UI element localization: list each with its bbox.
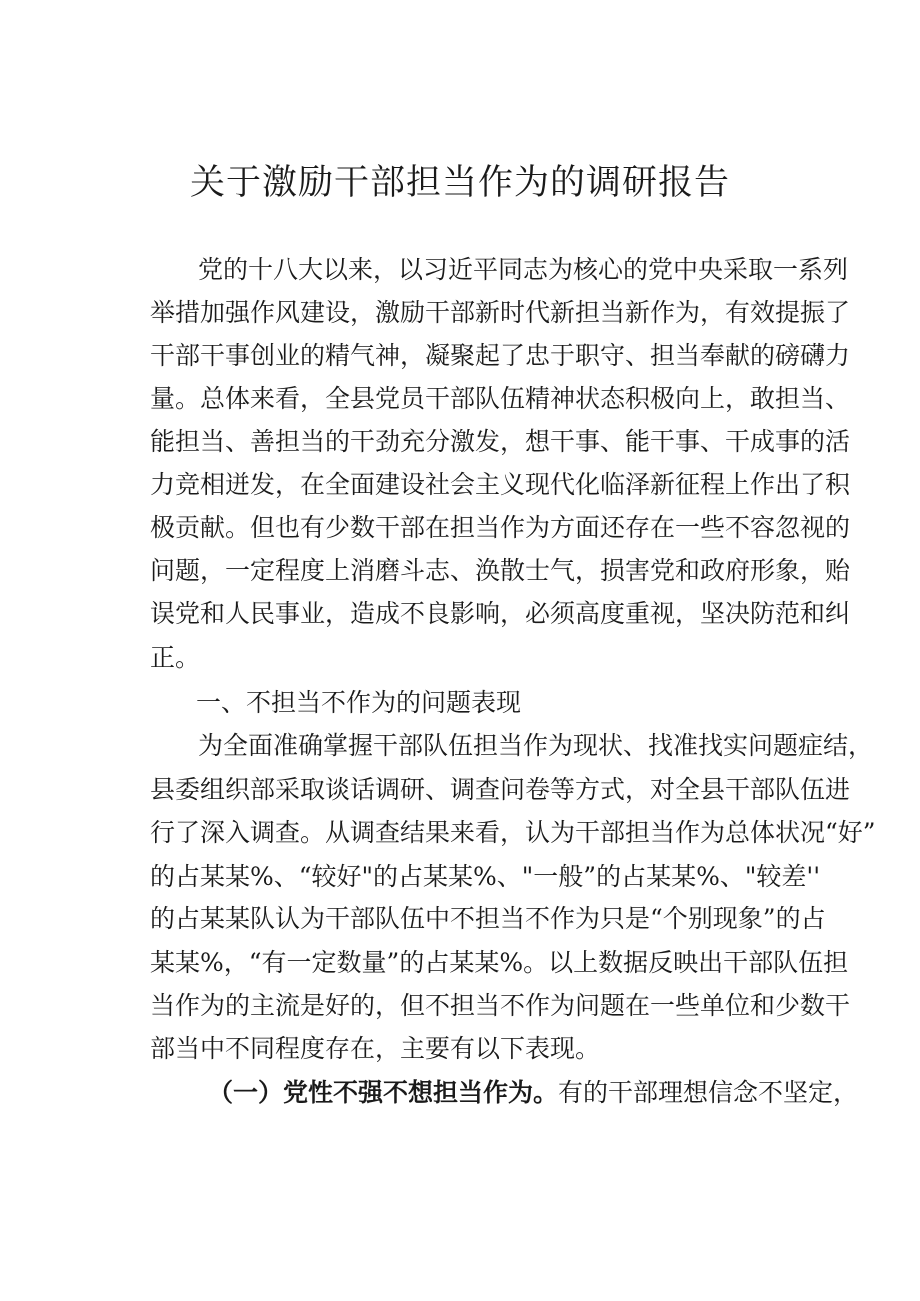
subsection-paragraph [208, 1076, 859, 1110]
paragraph-line: 县委组织部采取谈话调研、调查问卷等方式，对全县干部队伍进 [150, 775, 851, 804]
paragraph-line: 某某%，“有一定数量”的占某某%。以上数据反映出干部队伍担 [150, 948, 849, 977]
paragraph-line: 部当中不同程度存在，主要有以下表现。 [150, 1034, 601, 1063]
paragraph-line: 的占某某队认为干部队伍中不担当不作为只是“个别现象”的占 [150, 904, 826, 933]
section-heading: 一、不担当不作为的问题表现 [196, 688, 522, 717]
paragraph-line: 能担当、善担当的干劲充分激发，想干事、能干事、干成事的活 [150, 427, 851, 456]
subsection-heading: （一）党性不强不想担当作为。 [208, 1078, 559, 1107]
paragraph-line: 正。 [150, 643, 201, 672]
paragraph-line: 干部干事创业的精气神，凝聚起了忠于职守、担当奉献的磅礴力 [150, 341, 851, 370]
paragraph-line: 量。总体来看，全县党员干部队伍精神状态积极向上，敢担当、 [150, 384, 851, 413]
subsection-text: 有的干部理想信念不坚定， [558, 1078, 859, 1107]
paragraph-line: 极贡献。但也有少数干部在担当作为方面还存在一些不容忽视的 [150, 513, 851, 542]
paragraph-line: 行了深入调查。从调查结果来看，认为干部担当作为总体状况“好” [150, 818, 876, 847]
paragraph-line: 党的十八大以来，以习近平同志为核心的党中央采取一系列 [198, 255, 849, 284]
paragraph-line: 问题，一定程度上消磨斗志、涣散士气，损害党和政府形象，贻 [150, 556, 851, 585]
paragraph-line: 力竞相迸发，在全面建设社会主义现代化临泽新征程上作出了积 [150, 470, 851, 499]
document-title: 关于激励干部担当作为的调研报告 [189, 163, 730, 203]
paragraph-line: 为全面准确掌握干部队伍担当作为现状、找准找实问题症结， [198, 731, 874, 760]
paragraph-line: 的占某某%、“较好"的占某某%、"一般”的占某某%、"较差'' [150, 862, 821, 891]
paragraph-line: 举措加强作风建设，激励干部新时代新担当新作为，有效提振了 [150, 298, 851, 327]
paragraph-line: 当作为的主流是好的，但不担当不作为问题在一些单位和少数干 [150, 991, 851, 1020]
paragraph-line: 误党和人民事业，造成不良影响，必须高度重视，坚决防范和纠 [150, 599, 851, 628]
